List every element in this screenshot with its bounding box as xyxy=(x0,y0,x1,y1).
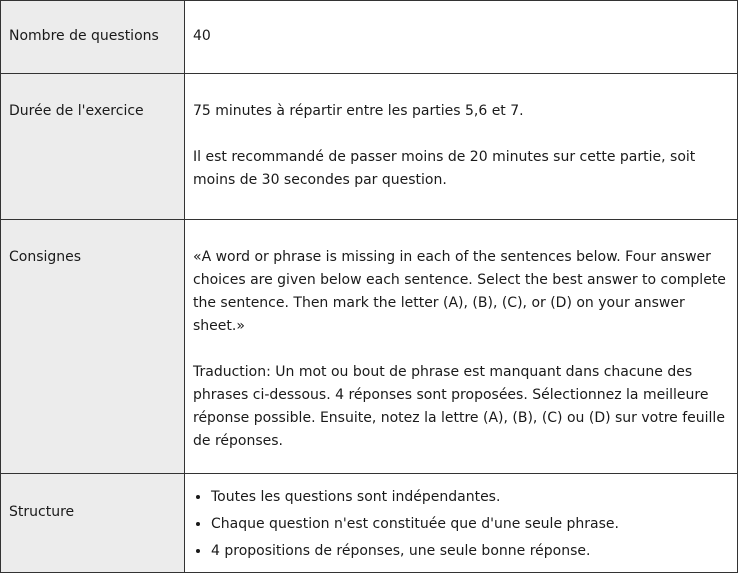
row-label-cell xyxy=(1,474,185,573)
duration-recommendation: Il est recommandé de passer moins de 20 minutes sur cette partie, soit moins de 30 secondes par question. xyxy=(193,149,696,188)
table-row xyxy=(1,474,738,573)
question-count: 40 xyxy=(193,28,211,44)
duration-text: 75 minutes à répartir entre les parties 5,6 et 7. xyxy=(193,103,524,119)
row-label-cell xyxy=(1,1,185,74)
list-item: • 4 propositions de réponses, une seule bonne réponse. xyxy=(211,540,729,563)
row-label-cell xyxy=(1,74,185,220)
instructions-translation: Traduction: Un mot ou bout de phrase est manquant dans chacune des phrases ci-dessous. 4 réponses sont proposées. Sélectionnez la meilleure réponse possible. Ensuite, notez la lettre (A), (B), (C) ou (D) sur votre feuille de réponses. xyxy=(193,364,725,449)
row-label-cell xyxy=(1,220,185,474)
row-label: Consignes xyxy=(9,249,82,265)
row-value-cell xyxy=(185,474,738,573)
row-value-cell xyxy=(185,74,738,220)
structure-list xyxy=(193,486,729,563)
instructions-english: «A word or phrase is missing in each of the sentences below. Four answer choices are given below each sentence. Select the best answer to complete the sentence. Then mark the letter (A), (B), (C), or (D) on your answer sheet.» xyxy=(193,249,726,334)
table-row xyxy=(1,1,738,74)
table-row xyxy=(1,220,738,474)
row-value-cell xyxy=(185,1,738,74)
table-row xyxy=(1,74,738,220)
list-item: • Chaque question n'est constituée que d'une seule phrase. xyxy=(211,513,729,536)
row-label: Structure xyxy=(9,504,75,520)
row-label: Nombre de questions xyxy=(9,28,159,44)
list-item: • Toutes les questions sont indépendantes. xyxy=(211,486,729,509)
row-label: Durée de l'exercice xyxy=(9,103,144,119)
row-value-cell xyxy=(185,220,738,474)
